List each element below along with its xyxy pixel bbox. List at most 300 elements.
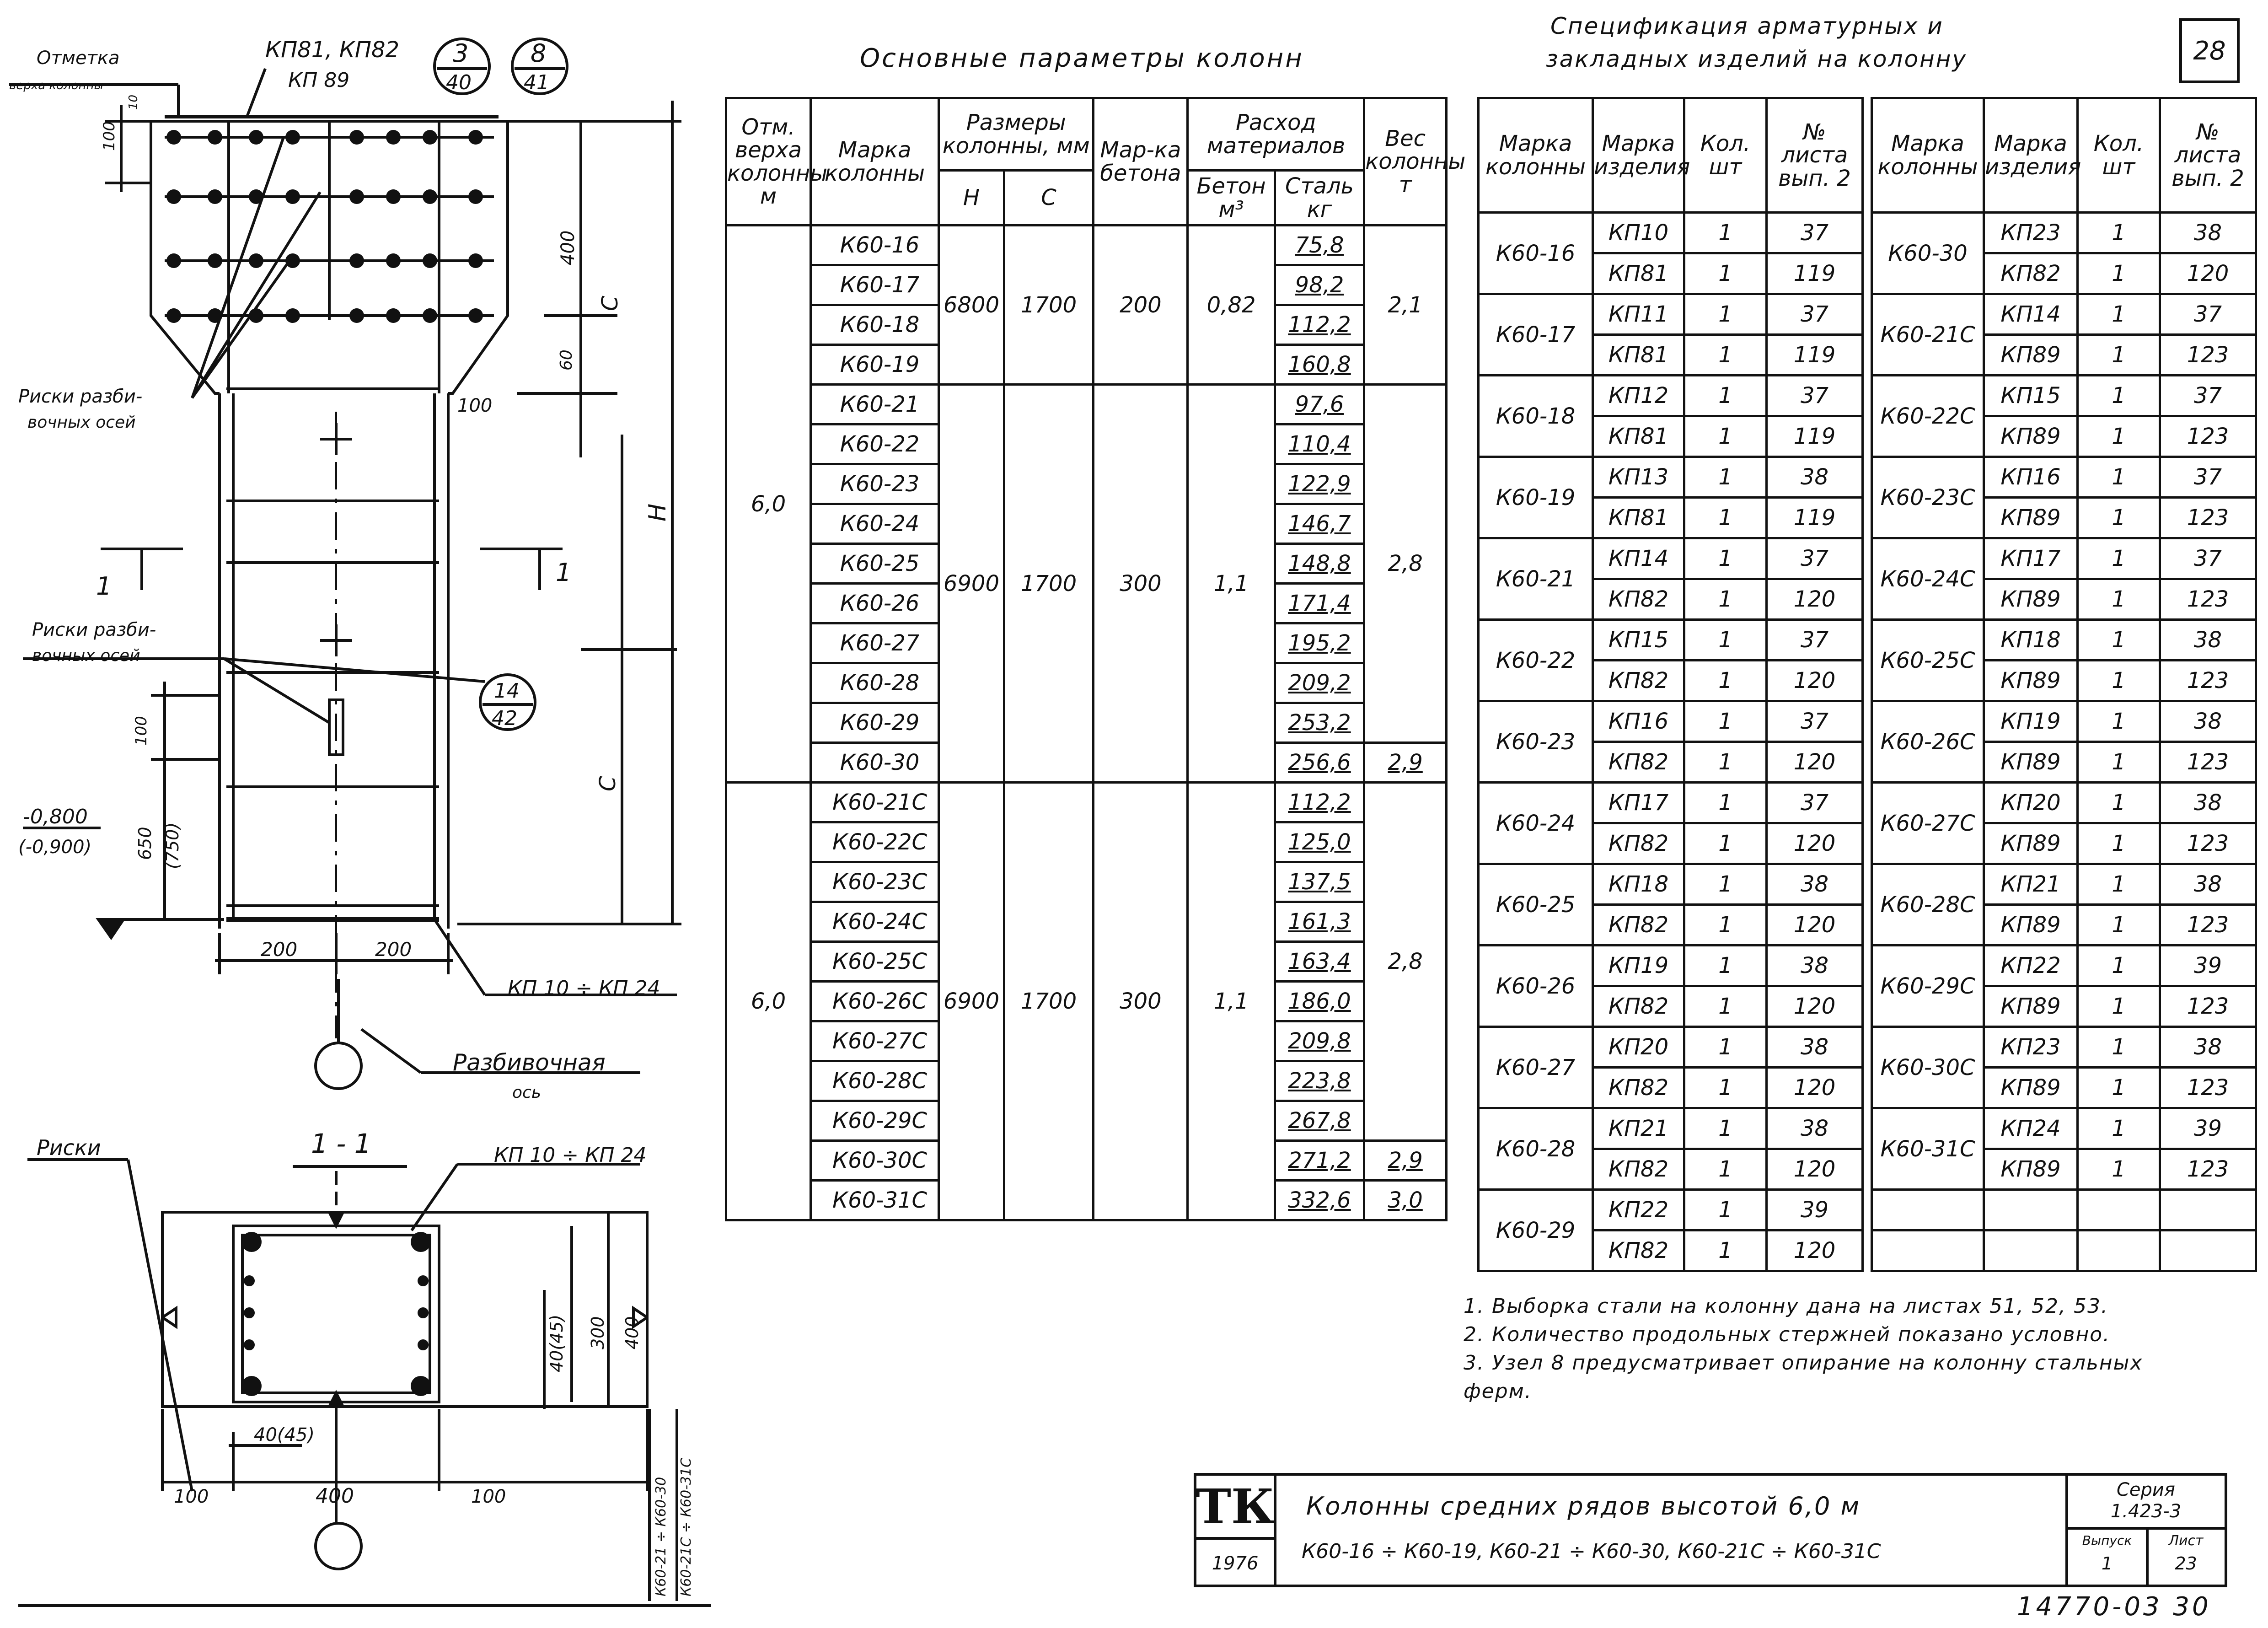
spec-item-mark: КП89 [1984, 1149, 2078, 1190]
spec-qty: 1 [1684, 1108, 1767, 1149]
spec-item-mark: КП14 [1984, 294, 2078, 335]
cell-mark: К60-29 [810, 703, 938, 743]
spec-item-mark: КП82 [1593, 579, 1684, 620]
spec-table-left [1477, 97, 1864, 1272]
spec-qty: 1 [1684, 457, 1767, 498]
spec-item-mark: КП18 [1593, 864, 1684, 905]
spec-item-mark: КП81 [1593, 253, 1684, 294]
year: 1976 [1196, 1540, 1276, 1587]
cell-mark: К60-26С [810, 982, 938, 1021]
spec-blank-cell [1984, 1230, 2078, 1271]
spec-col-mark: К60-30 [1872, 213, 1984, 294]
spec-qty: 1 [2078, 213, 2160, 253]
spec-qty: 1 [2078, 905, 2160, 946]
spec-item-mark: КП82 [1593, 1230, 1684, 1271]
spec-item-mark: КП18 [1984, 620, 2078, 661]
cell-beton: 1,1 [1188, 783, 1275, 1220]
hdr-otm: Отм. верха колонны м [726, 98, 811, 226]
cell-steel: 122,9 [1275, 464, 1364, 504]
spec-qty: 1 [1684, 376, 1767, 416]
spec-col-mark: К60-17 [1479, 294, 1593, 376]
dim-100c: 100 [132, 716, 150, 746]
cell-mark: К60-31С [810, 1181, 938, 1220]
spec-col-mark: К60-29 [1479, 1190, 1593, 1271]
spec-row [1479, 1108, 1863, 1149]
spec-qty: 1 [2078, 946, 2160, 986]
spec-col-mark: К60-31С [1872, 1108, 1984, 1190]
spec-item-mark: КП89 [1984, 661, 2078, 701]
spec-col-mark: К60-21 [1479, 538, 1593, 620]
spec-sheet: 37 [1767, 701, 1863, 742]
cell-mark: К60-27 [810, 623, 938, 663]
cell-steel: 112,2 [1275, 305, 1364, 345]
spec-item-mark: КП16 [1593, 701, 1684, 742]
vypusk-value: 1 [2101, 1553, 2113, 1574]
cell-mark: К60-29С [810, 1101, 938, 1141]
cell-mark: К60-21С [810, 783, 938, 822]
spec-sheet: 38 [2160, 213, 2256, 253]
vypusk-label: Выпуск [2082, 1533, 2132, 1548]
hdr-razmery: Размеры колонны, мм [939, 98, 1094, 171]
spec-item-mark: КП17 [1593, 783, 1684, 823]
spec-row [1872, 213, 2256, 253]
cell-steel: 271,2 [1275, 1141, 1364, 1181]
spec-item-mark: КП19 [1593, 946, 1684, 986]
spec-row [1872, 783, 2256, 823]
spec-sheet: 120 [1767, 1149, 1863, 1190]
spec-sheet: 123 [2160, 416, 2256, 457]
spec-sheet: 38 [1767, 457, 1863, 498]
spec-col-mark: К60-23 [1479, 701, 1593, 783]
spec-qty: 1 [2078, 294, 2160, 335]
spec-row [1872, 1108, 2256, 1149]
spec-row [1479, 538, 1863, 579]
spec-sheet: 38 [2160, 1027, 2256, 1068]
note-2: 2. Количество продольных стержней показано условно. [1464, 1323, 2111, 1346]
bubble2-bot: 41 [524, 71, 549, 94]
params-title: Основные параметры колонн [860, 43, 1304, 73]
cell-otm: 6,0 [726, 226, 811, 783]
params-row [726, 783, 1447, 822]
drawing-title: Колонны средних рядов высотой 6,0 м [1306, 1492, 1861, 1521]
spec-sheet: 123 [2160, 742, 2256, 783]
spec-sheet: 39 [1767, 1190, 1863, 1230]
bottom-code: 14770-03 30 [2017, 1592, 2211, 1622]
spec-row [1479, 1027, 1863, 1068]
spec-qty: 1 [2078, 1108, 2160, 1149]
cell-mark: К60-30 [810, 743, 938, 783]
notes [1464, 1292, 2150, 1406]
spec-blank-cell [2160, 1190, 2256, 1230]
note-3: 3. Узел 8 предусматривает опирание на колонну стальных ферм. [1464, 1351, 2143, 1403]
cell-c: 1700 [1004, 226, 1094, 385]
sec-dim-400: 400 [622, 1316, 642, 1349]
hdr-c: С [1004, 171, 1094, 226]
spec-item-mark: КП82 [1593, 742, 1684, 783]
sec-dim-40-45: 40(45) [547, 1314, 567, 1372]
spec-sheet: 120 [1767, 742, 1863, 783]
label-riski-2b: вочных осей [32, 646, 140, 665]
spec-qty: 1 [2078, 498, 2160, 538]
spec-hdr-item: Марка изделия [1593, 98, 1684, 213]
label-kp-range: КП 10 ÷ КП 24 [508, 977, 660, 1000]
cell-steel: 97,6 [1275, 385, 1364, 424]
level-label-2: (-0,900) [18, 837, 92, 858]
spec-hdr-sheet-r: № листа вып. 2 [2160, 98, 2256, 213]
spec-col-mark: К60-25 [1479, 864, 1593, 946]
dim-60: 60 [557, 349, 576, 371]
spec-col-mark: К60-27 [1479, 1027, 1593, 1108]
spec-sheet: 38 [1767, 946, 1863, 986]
spec-row [1872, 1027, 2256, 1068]
cell-steel: 223,8 [1275, 1061, 1364, 1101]
spec-sheet: 38 [2160, 864, 2256, 905]
dim-650: 650 [135, 827, 155, 860]
cell-h: 6900 [939, 783, 1004, 1220]
spec-col-mark: К60-25С [1872, 620, 1984, 701]
sec-dim-100a: 100 [174, 1486, 209, 1507]
hdr-beton-marka: Мар-ка бетона [1094, 98, 1188, 226]
spec-sheet: 38 [2160, 701, 2256, 742]
dim-c-top: С [597, 296, 623, 311]
cell-weight: 2,9 [1364, 1141, 1447, 1181]
spec-sheet: 37 [1767, 538, 1863, 579]
spec-row-blank [1872, 1190, 2256, 1230]
spec-sheet: 120 [1767, 1068, 1863, 1108]
spec-item-mark: КП81 [1593, 335, 1684, 376]
cell-steel: 332,6 [1275, 1181, 1364, 1220]
spec-sheet: 123 [2160, 498, 2256, 538]
cell-weight: 2,1 [1364, 226, 1447, 385]
spec-item-mark: КП23 [1984, 213, 2078, 253]
bubble3-top: 14 [494, 679, 520, 703]
cell-steel: 146,7 [1275, 504, 1364, 544]
spec-sheet: 37 [2160, 538, 2256, 579]
spec-qty: 1 [2078, 376, 2160, 416]
params-row [726, 226, 1447, 265]
spec-sheet: 38 [1767, 1027, 1863, 1068]
spec-item-mark: КП20 [1593, 1027, 1684, 1068]
cell-mark: К60-16 [810, 226, 938, 265]
spec-item-mark: КП15 [1984, 376, 2078, 416]
cell-mark: К60-22С [810, 822, 938, 862]
spec-sheet: 120 [1767, 579, 1863, 620]
cell-steel: 267,8 [1275, 1101, 1364, 1141]
spec-item-mark: КП82 [1593, 1149, 1684, 1190]
spec-sheet: 123 [2160, 335, 2256, 376]
cell-concrete: 300 [1094, 783, 1188, 1220]
spec-row [1872, 701, 2256, 742]
hdr-ves: Вес колонны т [1364, 98, 1447, 226]
cell-mark: К60-24С [810, 902, 938, 942]
section-title: 1 - 1 [311, 1128, 371, 1159]
spec-sheet: 123 [2160, 661, 2256, 701]
spec-item-mark: КП82 [1593, 1068, 1684, 1108]
spec-row [1479, 946, 1863, 986]
label-axis-2: ось [512, 1083, 542, 1102]
cell-mark: К60-24 [810, 504, 938, 544]
cell-mark: К60-23 [810, 464, 938, 504]
cell-steel: 160,8 [1275, 345, 1364, 385]
spec-sheet: 119 [1767, 416, 1863, 457]
hdr-h: Н [939, 171, 1004, 226]
spec-hdr-qty-r: Кол. шт [2078, 98, 2160, 213]
spec-qty: 1 [2078, 620, 2160, 661]
spec-sheet: 38 [1767, 864, 1863, 905]
label-otmetka: Отметка [37, 48, 120, 69]
spec-sheet: 39 [2160, 1108, 2256, 1149]
spec-col-mark: К60-22 [1479, 620, 1593, 701]
spec-item-mark: КП89 [1984, 579, 2078, 620]
spec-row [1479, 457, 1863, 498]
cell-mark: К60-28С [810, 1061, 938, 1101]
label-riski-1a: Риски разби- [18, 386, 143, 407]
dim-750: (750) [162, 822, 182, 869]
spec-sheet: 38 [2160, 620, 2256, 661]
dim-100: 100 [100, 121, 118, 151]
spec-qty: 1 [1684, 416, 1767, 457]
tk-logo: ТК [1196, 1476, 1276, 1540]
spec-col-mark: К60-24 [1479, 783, 1593, 864]
spec-qty: 1 [2078, 579, 2160, 620]
cell-steel: 195,2 [1275, 623, 1364, 663]
spec-item-mark: КП16 [1984, 457, 2078, 498]
spec-qty: 1 [1684, 783, 1767, 823]
spec-qty: 1 [1684, 294, 1767, 335]
spec-col-mark: К60-18 [1479, 376, 1593, 457]
cell-mark: К60-28 [810, 663, 938, 703]
spec-col-mark: К60-19 [1479, 457, 1593, 538]
spec-sheet: 123 [2160, 1149, 2256, 1190]
spec-sheet: 38 [1767, 1108, 1863, 1149]
spec-item-mark: КП13 [1593, 457, 1684, 498]
spec-item-mark: КП82 [1593, 986, 1684, 1027]
spec-sheet: 37 [1767, 376, 1863, 416]
spec-sheet: 123 [2160, 579, 2256, 620]
spec-col-mark: К60-24С [1872, 538, 1984, 620]
spec-qty: 1 [1684, 701, 1767, 742]
spec-qty: 1 [2078, 783, 2160, 823]
spec-qty: 1 [2078, 1027, 2160, 1068]
cell-steel: 161,3 [1275, 902, 1364, 942]
hdr-beton-m3: Бетон м³ [1188, 171, 1275, 226]
spec-row [1479, 620, 1863, 661]
spec-sheet: 123 [2160, 1068, 2256, 1108]
spec-title-2: закладных изделий на колонну [1546, 46, 1968, 72]
cell-steel: 110,4 [1275, 424, 1364, 464]
spec-qty: 1 [2078, 1068, 2160, 1108]
spec-row [1479, 1190, 1863, 1230]
cell-mark: К60-22 [810, 424, 938, 464]
params-table [725, 97, 1466, 1221]
spec-row [1479, 294, 1863, 335]
hdr-rashod: Расход материалов [1188, 98, 1364, 171]
note-1: 1. Выборка стали на колонну дана на листах 51, 52, 53. [1464, 1295, 2108, 1318]
title-block [1194, 1473, 2227, 1587]
spec-col-mark: К60-29С [1872, 946, 1984, 1027]
dim-200a: 200 [261, 938, 298, 961]
spec-sheet: 119 [1767, 498, 1863, 538]
spec-sheet: 37 [2160, 457, 2256, 498]
spec-hdr-col: Марка колонны [1479, 98, 1593, 213]
spec-sheet: 119 [1767, 253, 1863, 294]
spec-row [1479, 701, 1863, 742]
spec-item-mark: КП10 [1593, 213, 1684, 253]
list-value: 23 [2175, 1553, 2197, 1574]
cell-steel: 112,2 [1275, 783, 1364, 822]
spec-item-mark: КП82 [1593, 823, 1684, 864]
spec-qty: 1 [1684, 620, 1767, 661]
spec-qty: 1 [1684, 213, 1767, 253]
spec-row [1479, 376, 1863, 416]
cell-weight: 3,0 [1364, 1181, 1447, 1220]
bubble2-top: 8 [531, 39, 547, 68]
spec-item-mark: КП89 [1984, 1068, 2078, 1108]
cell-steel: 186,0 [1275, 982, 1364, 1021]
hdr-marka: Марка колонны [810, 98, 938, 226]
spec-sheet: 38 [2160, 783, 2256, 823]
cell-steel: 209,8 [1275, 1021, 1364, 1061]
spec-hdr-col-r: Марка колонны [1872, 98, 1984, 213]
spec-qty: 1 [1684, 661, 1767, 701]
spec-item-mark: КП21 [1984, 864, 2078, 905]
spec-row [1872, 457, 2256, 498]
cell-steel: 148,8 [1275, 544, 1364, 584]
dim-c-bottom: С [595, 776, 621, 791]
spec-sheet: 120 [2160, 253, 2256, 294]
spec-item-mark: КП82 [1593, 905, 1684, 946]
spec-qty: 1 [1684, 579, 1767, 620]
spec-item-mark: КП89 [1984, 742, 2078, 783]
spec-item-mark: КП82 [1593, 661, 1684, 701]
spec-sheet: 123 [2160, 986, 2256, 1027]
label-riski-section: Риски [37, 1135, 101, 1160]
spec-blank-cell [1872, 1190, 1984, 1230]
spec-qty: 1 [2078, 701, 2160, 742]
spec-qty: 1 [1684, 986, 1767, 1027]
sec-range-2: К60-21С ÷ К60-31С [678, 1457, 694, 1596]
spec-hdr-qty: Кол. шт [1684, 98, 1767, 213]
spec-sheet: 37 [2160, 376, 2256, 416]
spec-row [1479, 213, 1863, 253]
spec-sheet: 37 [1767, 213, 1863, 253]
spec-sheet: 120 [1767, 986, 1863, 1027]
cell-otm: 6,0 [726, 783, 811, 1220]
spec-qty: 1 [2078, 416, 2160, 457]
cell-steel: 137,5 [1275, 862, 1364, 902]
cell-mark: К60-25С [810, 942, 938, 982]
series-value: 1.423-3 [2110, 1501, 2182, 1522]
spec-sheet: 120 [1767, 1230, 1863, 1271]
sheet-number: 28 [2179, 18, 2240, 83]
cell-mark: К60-18 [810, 305, 938, 345]
dim-200b: 200 [375, 938, 412, 961]
spec-item-mark: КП21 [1593, 1108, 1684, 1149]
sec-dim-400b: 400 [316, 1484, 354, 1508]
spec-item-mark: КП12 [1593, 376, 1684, 416]
label-kp-range-section: КП 10 ÷ КП 24 [494, 1144, 647, 1167]
spec-col-mark: К60-28С [1872, 864, 1984, 946]
spec-item-mark: КП15 [1593, 620, 1684, 661]
bubble3-bot: 42 [492, 707, 517, 730]
cell-steel: 256,6 [1275, 743, 1364, 783]
spec-row [1872, 538, 2256, 579]
spec-blank-cell [2078, 1230, 2160, 1271]
cell-steel: 253,2 [1275, 703, 1364, 743]
spec-qty: 1 [1684, 1027, 1767, 1068]
cell-weight: 2,9 [1364, 743, 1447, 783]
spec-qty: 1 [1684, 538, 1767, 579]
spec-sheet: 37 [2160, 294, 2256, 335]
section-mark-right: 1 [556, 558, 572, 587]
series-label: Серия [2117, 1479, 2175, 1500]
spec-blank-cell [2078, 1190, 2160, 1230]
spec-sheet: 123 [2160, 823, 2256, 864]
cell-steel: 75,8 [1275, 226, 1364, 265]
spec-sheet: 120 [1767, 905, 1863, 946]
cell-beton: 0,82 [1188, 226, 1275, 385]
cell-c: 1700 [1004, 385, 1094, 783]
cell-concrete: 300 [1094, 385, 1188, 783]
spec-item-mark: КП89 [1984, 823, 2078, 864]
sec-range-1: К60-21 ÷ К60-30 [653, 1477, 669, 1596]
label-otmetka-2: верха колонны [9, 79, 104, 92]
spec-qty: 1 [2078, 986, 2160, 1027]
spec-qty: 1 [2078, 335, 2160, 376]
cell-mark: К60-25 [810, 544, 938, 584]
spec-sheet: 120 [1767, 823, 1863, 864]
spec-qty: 1 [1684, 498, 1767, 538]
cell-mark: К60-21 [810, 385, 938, 424]
bubble1-top: 3 [453, 39, 469, 68]
section-mark-left: 1 [96, 572, 112, 601]
sec-dim-100b: 100 [471, 1486, 506, 1507]
spec-sheet: 123 [2160, 905, 2256, 946]
sec-dim-40-45b: 40(45) [254, 1424, 315, 1445]
cell-steel: 98,2 [1275, 265, 1364, 305]
spec-table-right [1871, 97, 2257, 1272]
label-riski-2a: Риски разби- [32, 619, 156, 640]
spec-item-mark: КП22 [1984, 946, 2078, 986]
dim-400: 400 [558, 230, 579, 265]
spec-item-mark: КП82 [1984, 253, 2078, 294]
cell-mark: К60-26 [810, 584, 938, 623]
cell-h: 6800 [939, 226, 1004, 385]
bubble1-bot: 40 [446, 71, 472, 94]
spec-hdr-item-r: Марка изделия [1984, 98, 2078, 213]
spec-item-mark: КП89 [1984, 905, 2078, 946]
spec-sheet: 119 [1767, 335, 1863, 376]
spec-qty: 1 [1684, 335, 1767, 376]
spec-blank-cell [2160, 1230, 2256, 1271]
spec-col-mark: К60-16 [1479, 213, 1593, 294]
cell-mark: К60-27С [810, 1021, 938, 1061]
spec-qty: 1 [1684, 1230, 1767, 1271]
column-drawing [0, 0, 713, 1628]
spec-col-mark: К60-26С [1872, 701, 1984, 783]
spec-qty: 1 [2078, 661, 2160, 701]
spec-qty: 1 [1684, 946, 1767, 986]
cell-mark: К60-23С [810, 862, 938, 902]
dim-h: Н [644, 503, 671, 521]
spec-row [1479, 783, 1863, 823]
spec-item-mark: КП81 [1593, 416, 1684, 457]
label-riski-1b: вочных осей [27, 413, 136, 432]
spec-sheet: 37 [1767, 620, 1863, 661]
params-row [726, 385, 1447, 424]
dim-10: 10 [127, 94, 140, 110]
spec-row [1872, 620, 2256, 661]
